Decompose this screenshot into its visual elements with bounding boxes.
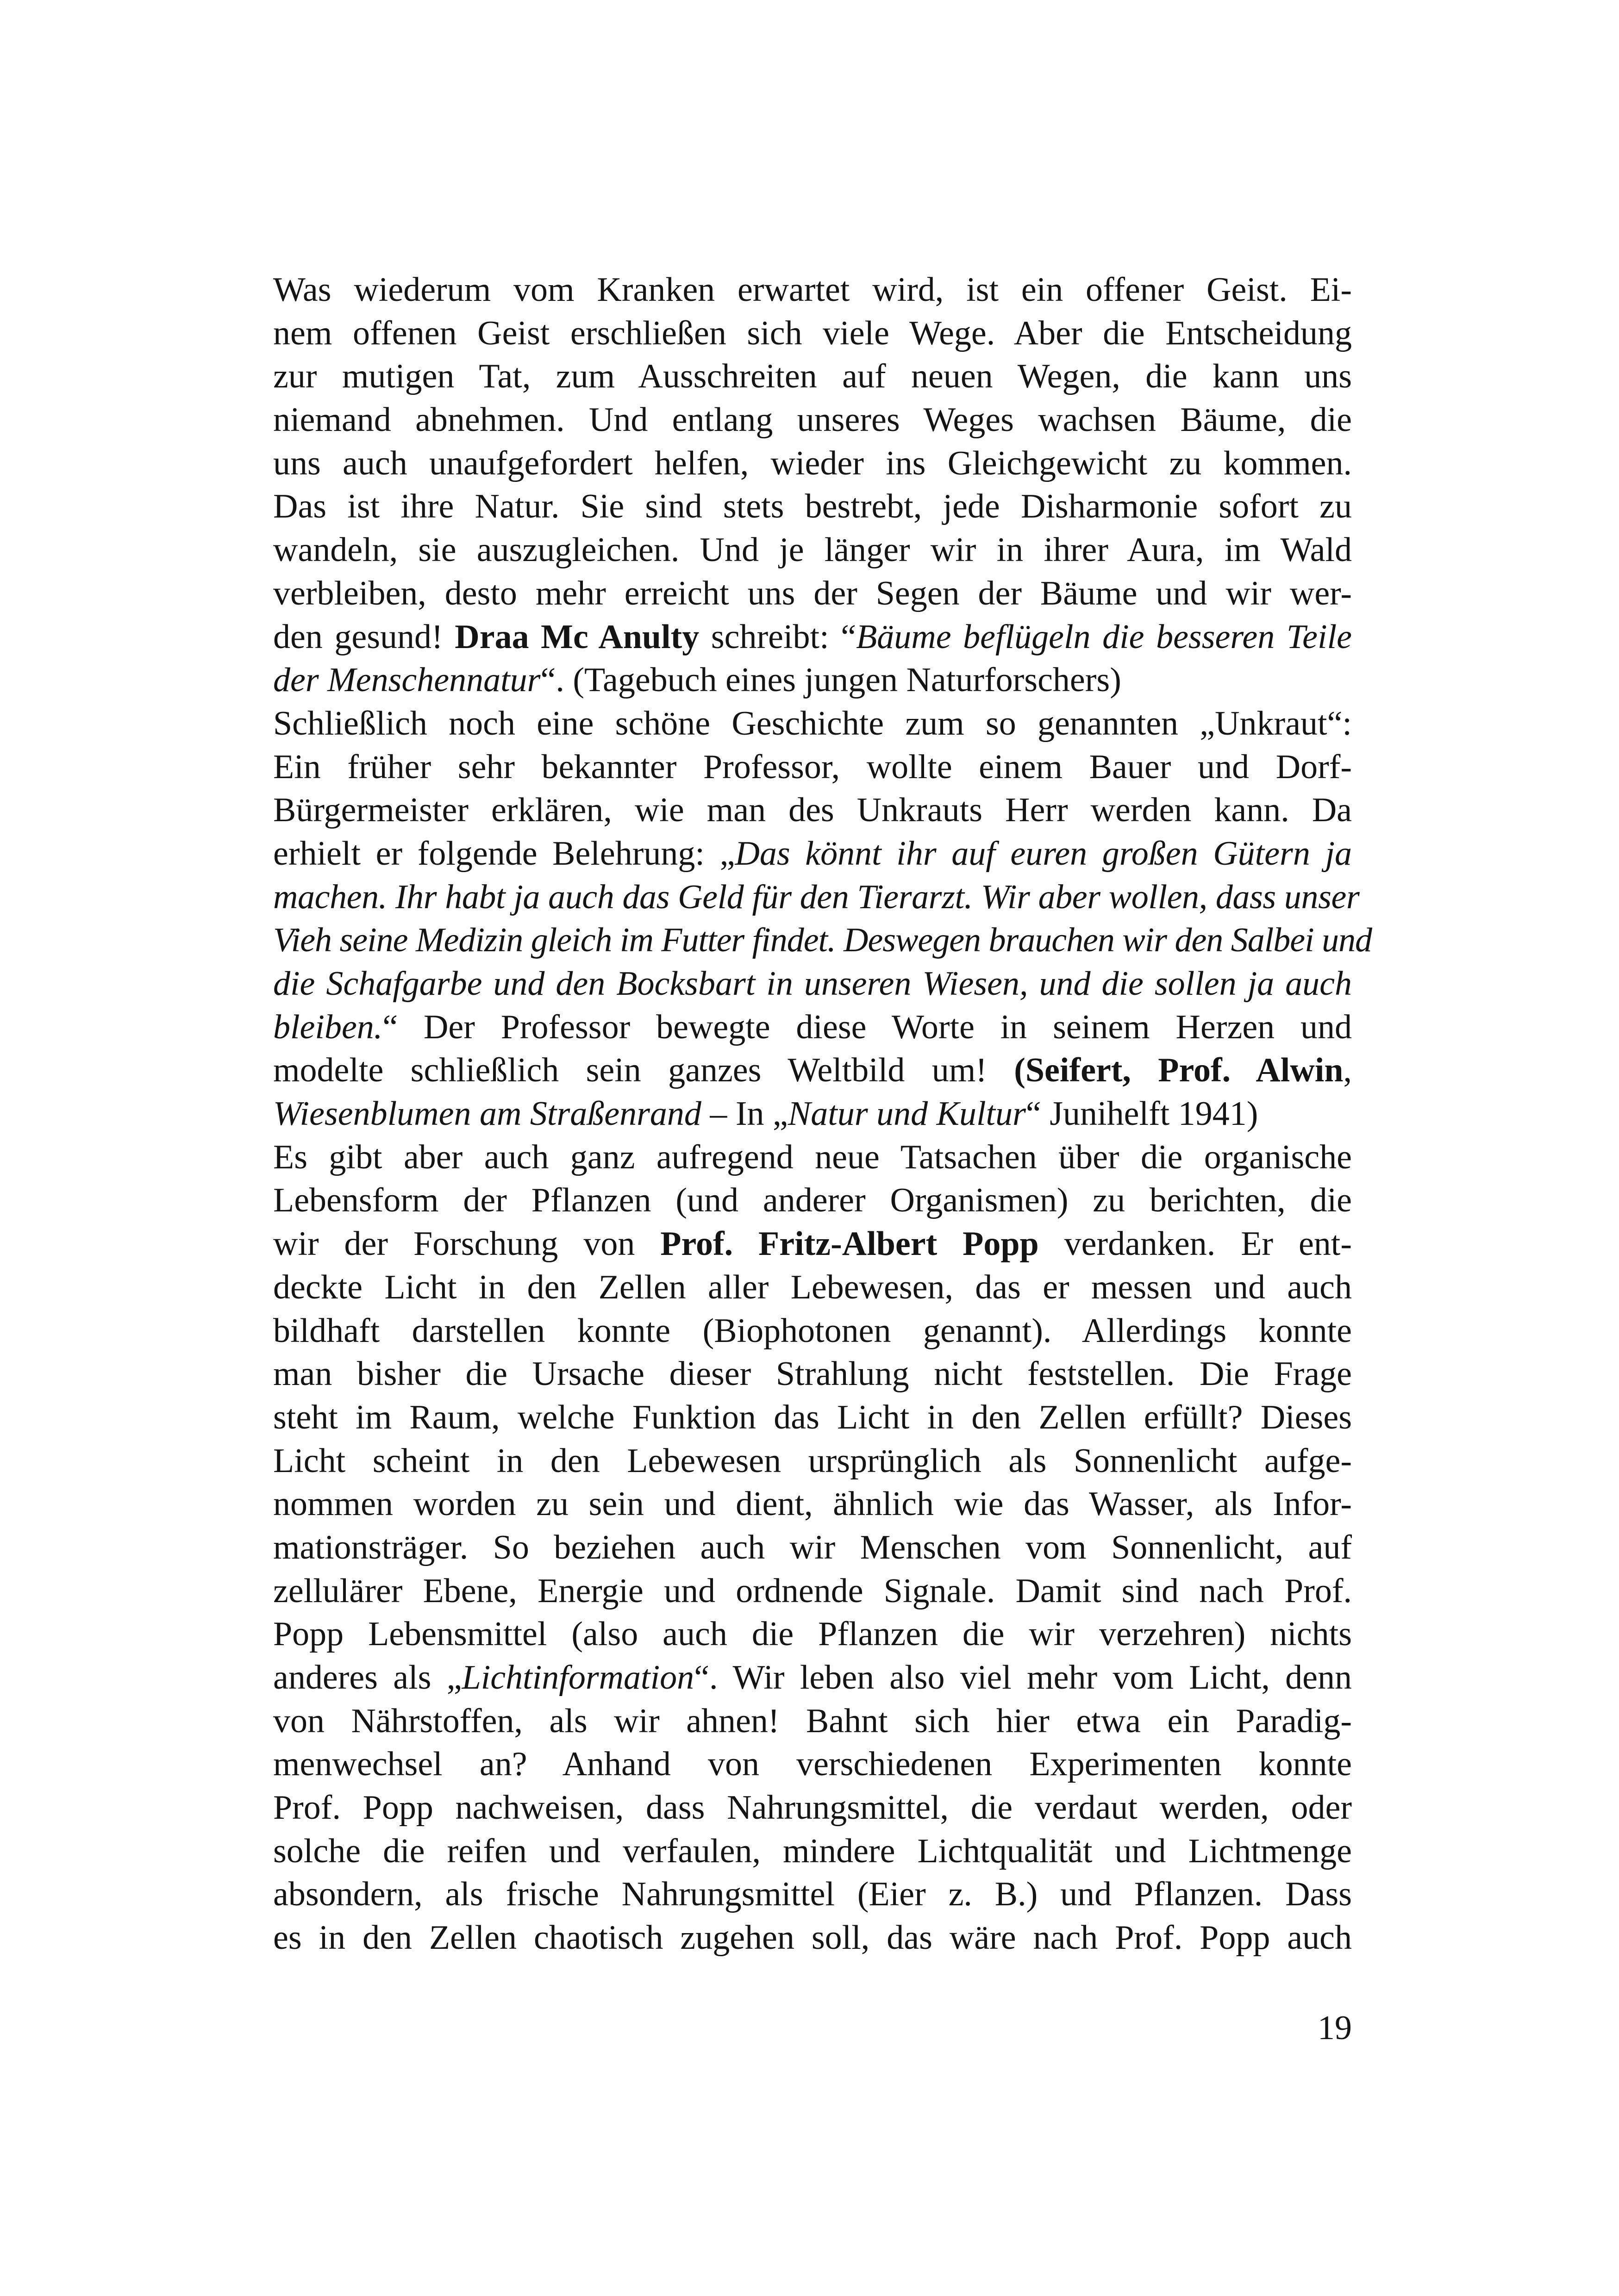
body-text	[273, 268, 1372, 1960]
text-run: von Nährstoffen, als wir ahnen! Bahnt sich hier etwa ein Paradig-	[273, 1702, 1352, 1740]
text-run: mationsträger. So beziehen auch wir Menschen vom Sonnenlicht, auf	[273, 1528, 1352, 1566]
text-line	[273, 529, 1352, 572]
text-run: zellulärer Ebene, Energie und ordnende Signale. Damit sind nach Prof.	[273, 1572, 1352, 1610]
text-run: – In „	[701, 1095, 788, 1133]
text-run: Popp Lebensmittel (also auch die Pflanzen die wir verzehren) nichts	[273, 1615, 1352, 1653]
text-line	[273, 1266, 1352, 1310]
text-line	[273, 1570, 1352, 1613]
text-run: “ Der Professor bewegte diese Worte in seinem Herzen und	[382, 1008, 1352, 1046]
text-run: verdanken. Er ent-	[1038, 1225, 1352, 1263]
text-line	[273, 1092, 1352, 1136]
italic-text: Lichtinformation	[462, 1659, 694, 1697]
text-run: “. Wir leben also viel mehr vom Licht, denn	[694, 1659, 1352, 1697]
bold-text: Draa Mc Anulty	[455, 618, 700, 656]
text-run: menwechsel an? Anhand von verschiedenen Experimenten konnte	[273, 1745, 1352, 1784]
text-line	[273, 962, 1352, 1006]
text-line	[273, 876, 1360, 919]
text-run: schreibt: “	[699, 618, 856, 656]
text-line	[273, 1613, 1352, 1656]
text-line	[273, 1483, 1352, 1526]
text-line	[273, 1743, 1352, 1786]
bold-text: Prof. Fritz-Albert Popp	[660, 1225, 1039, 1263]
text-run: man bisher die Ursache dieser Strahlung nicht feststellen. Die Frage	[273, 1355, 1352, 1393]
text-line	[273, 1223, 1352, 1266]
text-run: Prof. Popp nachweisen, dass Nahrungsmittel, die verdaut werden, oder	[273, 1789, 1352, 1827]
italic-text: Das könnt ihr auf euren großen Gütern ja	[735, 834, 1352, 873]
italic-text: Wiesenblumen am Straßenrand	[273, 1095, 701, 1133]
text-run: uns auch unaufgefordert helfen, wieder ins Gleichgewicht zu kommen.	[273, 444, 1352, 482]
italic-text: Natur und Kultur	[788, 1095, 1026, 1133]
text-line	[273, 1916, 1352, 1960]
italic-text: Vieh seine Medizin gleich im Futter findet. Deswegen brauchen wir den Salbei und	[273, 921, 1372, 960]
text-line	[273, 268, 1352, 312]
italic-text: der Menschennatur	[273, 661, 541, 699]
text-run: solche die reifen und verfaulen, mindere Lichtqualität und Lichtmenge	[273, 1832, 1352, 1870]
text-line	[273, 485, 1352, 529]
text-line	[273, 399, 1352, 442]
text-run: wir der Forschung von	[273, 1225, 661, 1263]
text-run: Lebensform der Pflanzen (und anderer Organismen) zu berichten, die	[273, 1181, 1352, 1220]
text-line	[273, 1786, 1352, 1830]
page-number: 19	[1318, 2009, 1352, 2047]
text-line	[273, 1700, 1352, 1743]
text-run: es in den Zellen chaotisch zugehen soll, das wäre nach Prof. Popp auch	[273, 1919, 1352, 1957]
text-line	[273, 1656, 1352, 1700]
text-line	[273, 919, 1372, 962]
text-run: modelte schließlich sein ganzes Weltbild um!	[273, 1051, 1014, 1090]
text-run: wandeln, sie auszugleichen. Und je länger wir in ihrer Aura, im Wald	[273, 531, 1352, 569]
text-run: steht im Raum, welche Funktion das Licht in den Zellen erfüllt? Dieses	[273, 1398, 1352, 1436]
text-run: anderes als „	[273, 1659, 462, 1697]
text-run: Schließlich noch eine schöne Geschichte zum so genannten „Unkraut“:	[273, 704, 1352, 742]
text-run: niemand abnehmen. Und entlang unseres Weges wachsen Bäume, die	[273, 401, 1352, 439]
text-run: absondern, als frische Nahrungsmittel (Eier z. B.) und Pflanzen. Dass	[273, 1875, 1352, 1914]
text-line	[273, 1396, 1352, 1440]
text-run: ,	[1343, 1051, 1352, 1090]
text-run: Es gibt aber auch ganz aufregend neue Tatsachen über die organische	[273, 1138, 1352, 1176]
text-line	[273, 442, 1352, 486]
text-run: nommen worden zu sein und dient, ähnlich wie das Wasser, als Infor-	[273, 1485, 1352, 1523]
text-run: verbleiben, desto mehr erreicht uns der Segen der Bäume und wir wer-	[273, 574, 1352, 612]
text-run: Das ist ihre Natur. Sie sind stets bestrebt, jede Disharmonie sofort zu	[273, 487, 1352, 526]
text-line	[273, 572, 1352, 616]
text-run: “ Junihelft 1941)	[1025, 1095, 1258, 1133]
text-line	[273, 1310, 1352, 1353]
text-line	[273, 746, 1352, 789]
italic-text: Bäume beflügeln die besseren Teile	[856, 618, 1352, 656]
text-line	[273, 1136, 1352, 1179]
text-run: Was wiederum vom Kranken erwartet wird, ist ein offener Geist. Ei-	[273, 271, 1352, 309]
text-line	[273, 1440, 1352, 1483]
text-line	[273, 1049, 1352, 1092]
text-line	[273, 1006, 1352, 1049]
text-line	[273, 702, 1352, 746]
text-run: erhielt er folgende Belehrung: „	[273, 834, 735, 873]
text-run: nem offenen Geist erschließen sich viele Wege. Aber die Entscheidung	[273, 314, 1352, 352]
text-run: zur mutigen Tat, zum Ausschreiten auf neuen Wegen, die kann uns	[273, 357, 1352, 396]
text-run: den gesund!	[273, 618, 455, 656]
text-line	[273, 1526, 1352, 1570]
italic-text: machen. Ihr habt ja auch das Geld für den Tierarzt. Wir aber wollen, dass unser	[273, 878, 1360, 916]
text-run: “. (Tagebuch eines jungen Naturforschers)	[540, 661, 1121, 699]
italic-text: die Schafgarbe und den Bocksbart in unseren Wiesen, und die sollen ja auch	[273, 965, 1352, 1003]
bold-text: (Seifert, Prof. Alwin	[1014, 1051, 1344, 1090]
text-run: deckte Licht in den Zellen aller Lebewesen, das er messen und auch	[273, 1268, 1352, 1306]
text-line	[273, 1353, 1352, 1396]
text-line	[273, 832, 1352, 876]
text-line	[273, 355, 1352, 399]
text-run: Ein früher sehr bekannter Professor, wollte einem Bauer und Dorf-	[273, 748, 1352, 786]
text-line	[273, 312, 1352, 356]
text-line	[273, 789, 1352, 832]
text-run: bildhaft darstellen konnte (Biophotonen genannt). Allerdings konnte	[273, 1311, 1352, 1350]
italic-text: bleiben.	[273, 1008, 383, 1046]
text-run: Bürgermeister erklären, wie man des Unkrauts Herr werden kann. Da	[273, 791, 1352, 830]
text-line	[273, 1830, 1352, 1873]
text-line	[273, 659, 1352, 702]
text-run: Licht scheint in den Lebewesen ursprünglich als Sonnenlicht aufge-	[273, 1441, 1352, 1480]
text-line	[273, 616, 1352, 659]
text-line	[273, 1179, 1352, 1223]
text-line	[273, 1873, 1352, 1916]
